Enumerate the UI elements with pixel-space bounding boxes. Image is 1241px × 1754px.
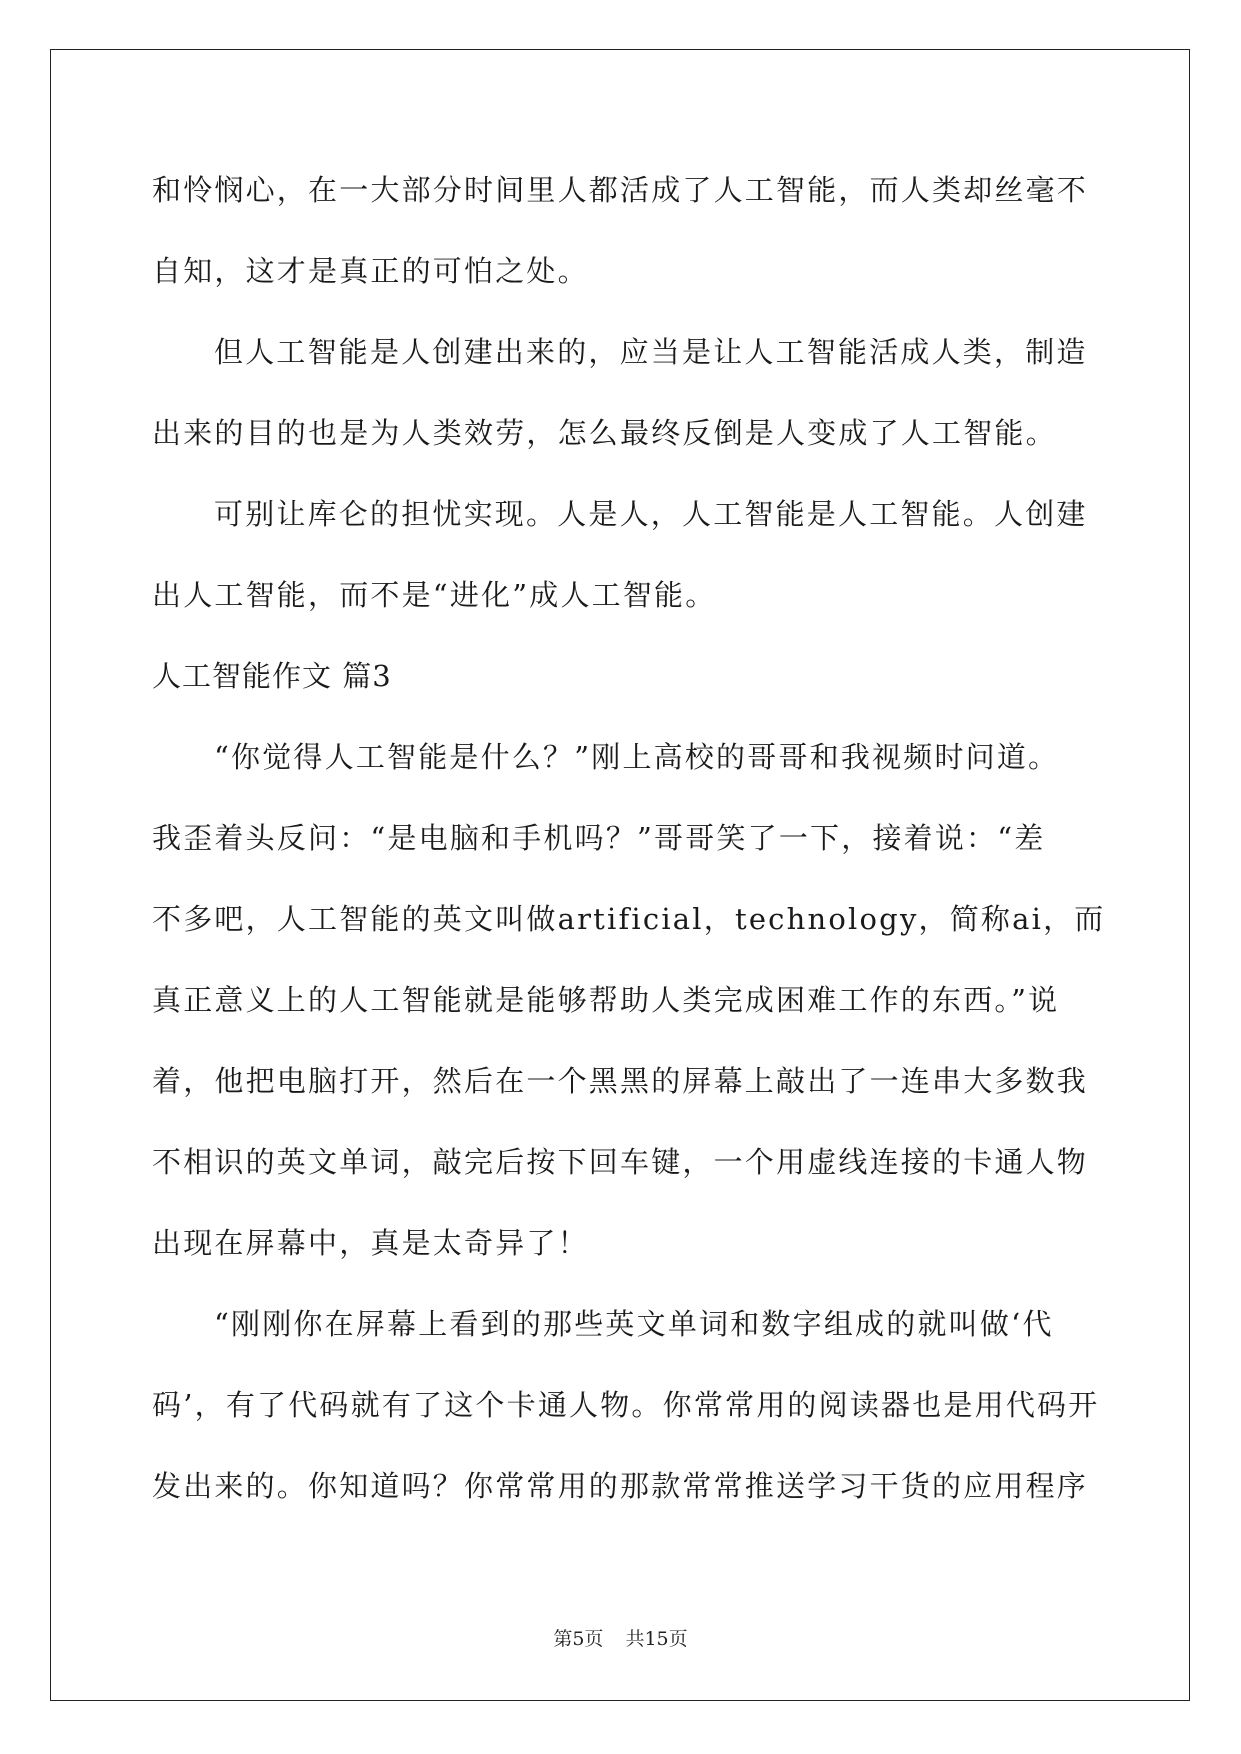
page-number: 第5页 [553, 1628, 604, 1650]
section-heading: 人工智能作文 篇3 [152, 659, 392, 693]
page-total: 共15页 [625, 1628, 688, 1650]
paragraph-start-line: 可别让库仑的担忧实现。人是人，人工智能是人工智能。人创建 [214, 497, 1088, 531]
text-line: 出现在屏幕中，真是太奇异了！ [152, 1226, 589, 1260]
text-line: 和怜悯心，在一大部分时间里人都活成了人工智能，而人类却丝毫不 [152, 173, 1089, 207]
paragraph-start-line: “你觉得人工智能是什么？”刚上高校的哥哥和我视频时问道。 [214, 740, 1060, 774]
text-line: 发出来的。你知道吗？你常常用的那款常常推送学习干货的应用程序 [152, 1469, 1089, 1503]
paragraph-start-line: “刚刚你在屏幕上看到的那些英文单词和数字组成的就叫做‘代 [214, 1307, 1054, 1341]
text-line: 不相识的英文单词，敲完后按下回车键，一个用虚线连接的卡通人物 [152, 1145, 1089, 1179]
text-line: 着，他把电脑打开，然后在一个黑黑的屏幕上敲出了一连串大多数我 [152, 1064, 1089, 1098]
text-line: 我歪着头反问：“是电脑和手机吗？”哥哥笑了一下，接着说：“差 [152, 821, 1046, 855]
text-line: 不多吧，人工智能的英文叫做artificial，technology，简称ai，而 [152, 902, 1106, 936]
text-line: 自知，这才是真正的可怕之处。 [152, 254, 589, 288]
document-body [152, 155, 1106, 1532]
text-line: 真正意义上的人工智能就是能够帮助人类完成困难工作的东西。”说 [152, 983, 1060, 1017]
page-footer [0, 1624, 1241, 1651]
paragraph-start-line: 但人工智能是人创建出来的，应当是让人工智能活成人类，制造 [214, 335, 1088, 369]
text-line: 出人工智能，而不是“进化”成人工智能。 [152, 578, 717, 612]
text-line: 码’，有了代码就有了这个卡通人物。你常常用的阅读器也是用代码开 [152, 1388, 1100, 1422]
text-line: 出来的目的也是为人类效劳，怎么最终反倒是人变成了人工智能。 [152, 416, 1057, 450]
